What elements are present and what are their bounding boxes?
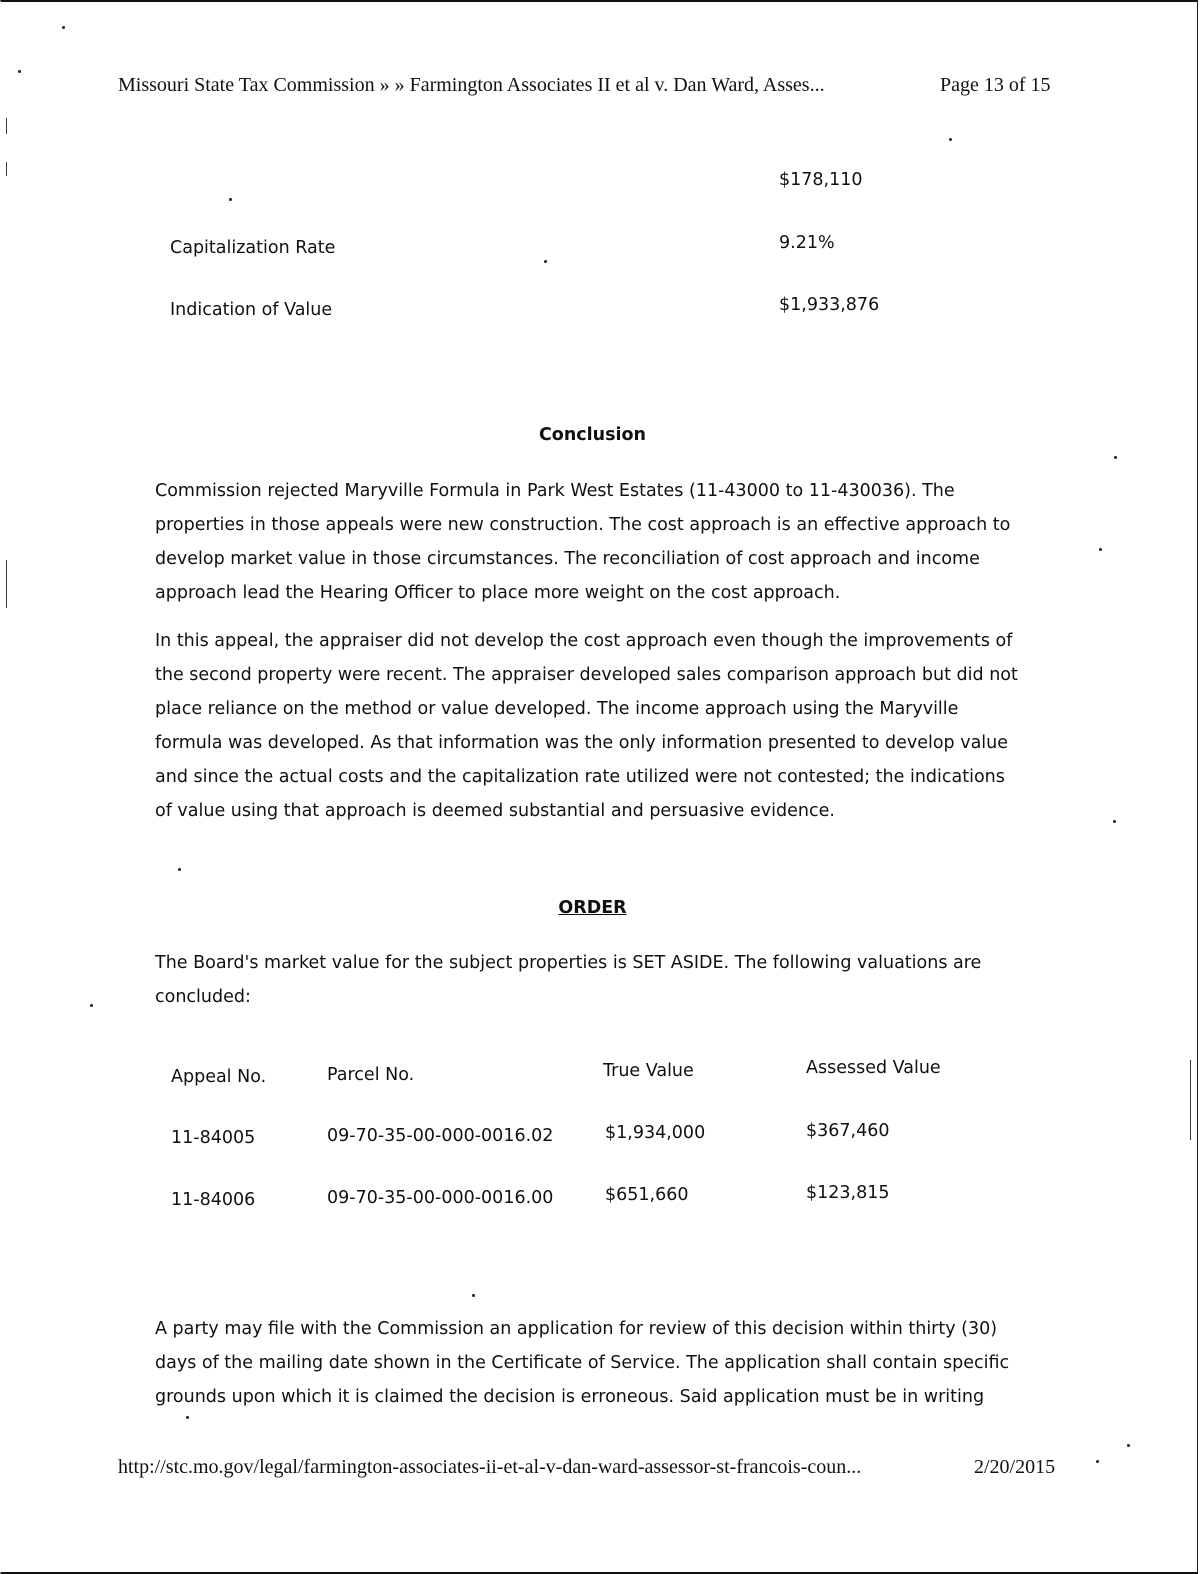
scan-edge-mark xyxy=(6,118,7,134)
table-cell-parcel: 09-70-35-00-000-0016.00 xyxy=(327,1188,554,1208)
table-header-assessed-value: Assessed Value xyxy=(806,1058,941,1078)
order-heading: ORDER xyxy=(558,898,627,918)
table-cell-parcel: 09-70-35-00-000-0016.02 xyxy=(327,1126,554,1146)
conclusion-paragraph: Commission rejected Maryville Formula in Park West Estates (11-43000 to 11-430036). The properties in those appeals were new construction. The cost approach is an effective approach to develop market value in those circumstances. The reconciliation of cost approach and income approach lead the Hearing Officer to place more weight on the cost approach. xyxy=(155,481,1011,603)
scan-speck xyxy=(1113,820,1116,823)
table-cell-appeal: 11-84006 xyxy=(171,1190,256,1210)
scan-speck xyxy=(949,138,952,141)
scan-edge-mark xyxy=(1190,1060,1191,1140)
page-header xyxy=(118,74,1078,97)
scan-speck xyxy=(1127,1444,1130,1447)
order-intro xyxy=(155,946,1025,1014)
page-number: Page 13 of 15 xyxy=(940,74,1051,96)
conclusion-body xyxy=(155,624,1025,828)
scan-speck xyxy=(62,26,65,29)
page-footer xyxy=(118,1456,1056,1479)
table-header-true-value: True Value xyxy=(603,1061,694,1081)
conclusion-heading: Conclusion xyxy=(538,425,647,445)
scan-speck xyxy=(18,70,21,73)
header-title: Missouri State Tax Commission » » Farmington Associates II et al v. Dan Ward, Asses... xyxy=(118,74,825,96)
scan-speck xyxy=(229,198,232,201)
scan-speck xyxy=(1099,548,1102,551)
review-notice-text: A party may file with the Commission an application for review of this decision within thirty (30) days of the mailing date shown in the Certificate of Service. The application shall contain specific grounds upon which it is claimed the decision is erroneous. Said application must be in writing xyxy=(155,1319,1010,1407)
table-header-appeal: Appeal No. xyxy=(171,1067,267,1087)
scan-speck xyxy=(90,1004,93,1007)
income-subtotal: $178,110 xyxy=(779,170,863,190)
table-header-parcel: Parcel No. xyxy=(327,1065,415,1085)
table-cell-true-value: $1,934,000 xyxy=(605,1123,706,1143)
footer-date: 2/20/2015 xyxy=(974,1456,1056,1478)
scan-speck xyxy=(472,1294,475,1297)
indication-value: $1,933,876 xyxy=(779,295,880,315)
scan-speck xyxy=(544,260,547,263)
conclusion-body xyxy=(155,474,1025,610)
cap-rate-value: 9.21% xyxy=(779,233,835,253)
review-notice xyxy=(155,1312,1025,1414)
scan-speck xyxy=(178,868,181,871)
conclusion-paragraph: In this appeal, the appraiser did not develop the cost approach even though the improvements of the second property were recent. The appraiser developed sales comparison approach but did not place reliance on the method or value developed. The income approach using the Maryville formula was developed. As that information was the only information presented to develop value and since the actual costs and the capitalization rate utilized were not contested; the indications of value using that approach is deemed substantial and persuasive evidence. xyxy=(155,631,1018,821)
scan-edge-mark xyxy=(6,162,7,176)
footer-url: http://stc.mo.gov/legal/farmington-associates-ii-et-al-v-dan-ward-assessor-st-francois-coun... xyxy=(118,1456,862,1478)
table-cell-assessed-value: $123,815 xyxy=(806,1183,890,1203)
scan-edge-mark xyxy=(6,560,7,608)
table-cell-assessed-value: $367,460 xyxy=(806,1121,890,1141)
table-cell-true-value: $651,660 xyxy=(605,1185,689,1205)
scan-speck xyxy=(1114,456,1117,459)
scan-speck xyxy=(1096,1460,1099,1463)
order-intro-text: The Board's market value for the subject properties is SET ASIDE. The following valuations are concluded: xyxy=(155,953,982,1007)
cap-rate-label: Capitalization Rate xyxy=(170,238,336,258)
scan-speck xyxy=(186,1416,189,1419)
table-cell-appeal: 11-84005 xyxy=(171,1128,256,1148)
indication-label: Indication of Value xyxy=(170,300,333,320)
